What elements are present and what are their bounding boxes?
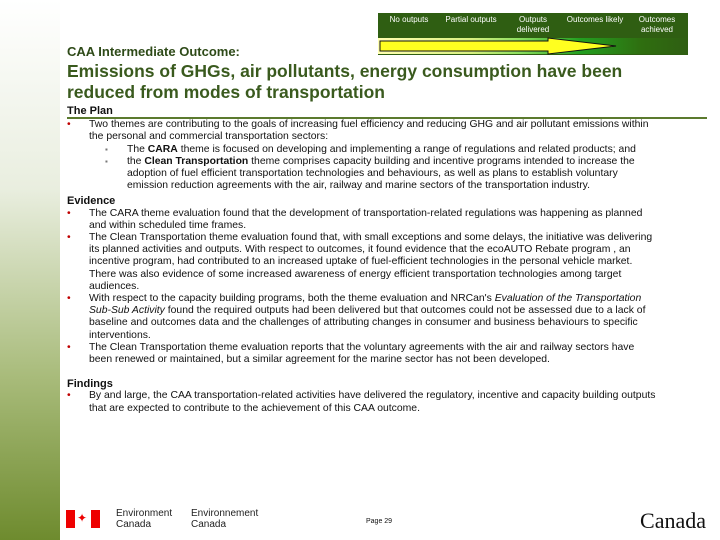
- dept-name-fr: Environnement Canada: [191, 508, 259, 530]
- list-item: • The Clean Transportation theme evaluation found that, with small exceptions and some delays, the initiative was delivering its planned activities and outputs. With respect to outcomes, it found evidence that the ecoAUTO Rebate program , an incentive program, had contributed to an increased uptake of fuel-efficient technologies in the personal vehicle market. There was also evidence of some increased awareness of energy efficient transportation technologies among target audiences.: [67, 232, 659, 293]
- canada-wordmark: Canada: [640, 508, 706, 533]
- scale-label: No outputs: [389, 15, 429, 24]
- divider: [67, 117, 707, 119]
- footer: [66, 508, 706, 536]
- list-item: • Two themes are contributing to the goals of increasing fuel efficiency and reducing GHG and air pollutant emissions within the personal and commercial transportation sectors: ▪ The CARA theme is focused on developing and implementing a range of regulations and related products; and ▪ the Clean Transportation theme comprises capacity building and incentive programs intended to increase the adoption of fuel efficient transportation technologies and behaviours, as well as plans to establish voluntary emission reduction agreements with the air, railway and marine sectors of the transportation industry.: [67, 119, 659, 192]
- list-item: • The Clean Transportation theme evaluation reports that the voluntary agreements with the air and railway sectors have been renewed or maintained, but a similar agreement for the marine sector has not been developed.: [67, 342, 659, 366]
- dept-name-en: Environment Canada: [116, 508, 173, 530]
- list-item: ▪ The CARA theme is focused on developing and implementing a range of regulations and related products; and: [67, 144, 659, 156]
- page-subtitle: CAA Intermediate Outcome:: [67, 44, 240, 59]
- content-body: [67, 105, 659, 415]
- progress-arrow-icon: [378, 37, 688, 55]
- list-item: • The CARA theme evaluation found that the development of transportation-related regulations was happening as planned and within scheduled time frames.: [67, 208, 659, 232]
- list-item: • With respect to the capacity building programs, both the theme evaluation and NRCan's Evaluation of the Transportation Sub-Sub Activity found the required outputs had been delivered but that outcomes could not be assessed due to a lack of baseline and outcomes data and the challenges of attributing changes in consumer and business behaviours to specific interventions.: [67, 293, 659, 342]
- progress-scale: [378, 13, 688, 55]
- plan-heading: The Plan: [67, 105, 113, 117]
- page-number: Page 29: [366, 518, 393, 525]
- list-item: • By and large, the CAA transportation-related activities have delivered the regulatory, incentive and capacity building outputs that are expected to contribute to the achievement of this CAA outcome.: [67, 390, 659, 414]
- findings-heading: Findings: [67, 378, 113, 391]
- list-item: ▪ the Clean Transportation theme comprises capacity building and incentive programs intended to increase the adoption of fuel efficient transportation technologies and behaviours, as well as plans to establish voluntary emission reduction agreements with the air, railway and marine sectors of the transportation industry.: [67, 156, 659, 193]
- scale-label: Partial outputs: [445, 15, 497, 24]
- page-title: Emissions of GHGs, air pollutants, energy consumption have been reduced from modes of transportation: [67, 61, 623, 102]
- canada-flag-icon: ✦: [66, 510, 100, 528]
- decorative-side-bar: [0, 0, 60, 540]
- scale-label: Outcomes likely: [566, 15, 624, 24]
- scale-label: Outcomes achieved: [638, 15, 676, 34]
- scale-label: Outputs delivered: [516, 15, 550, 34]
- evidence-heading: Evidence: [67, 195, 116, 208]
